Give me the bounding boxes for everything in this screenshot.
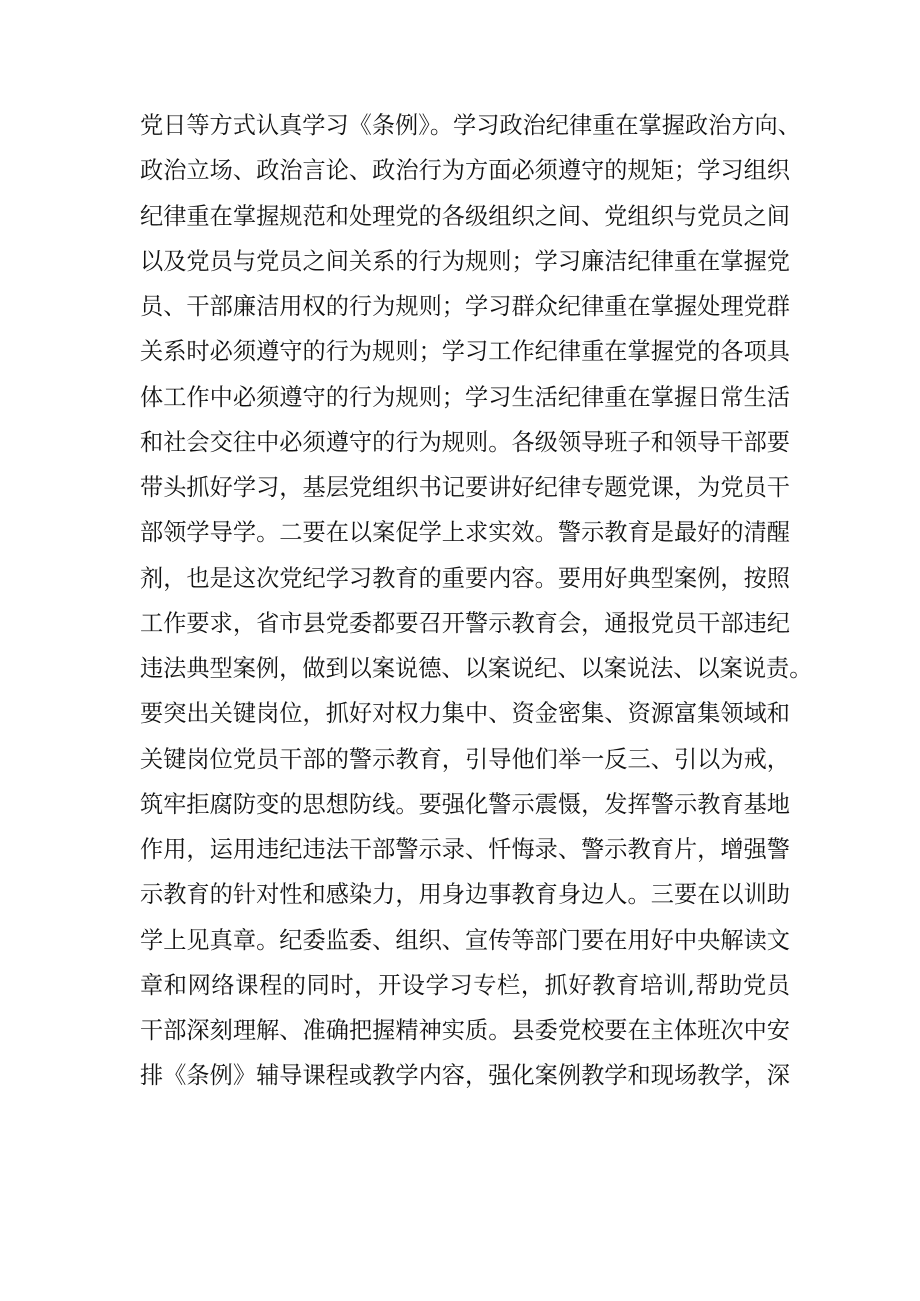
text-line-16: 筑牢拒腐防变的思想防线。要强化警示震慑，发挥警示教育基地 bbox=[140, 790, 790, 818]
text-line-4: 以及党员与党员之间关系的行为规则；学习廉洁纪律重在掌握党 bbox=[140, 247, 790, 275]
text-line-2: 政治立场、政治言论、政治行为方面必须遵守的规矩；学习组织 bbox=[140, 157, 790, 185]
text-line-14: 要突出关键岗位，抓好对权力集中、资金密集、资源富集领域和 bbox=[140, 700, 790, 728]
text-line-3: 纪律重在掌握规范和处理党的各级组织之间、党组织与党员之间 bbox=[140, 202, 790, 230]
text-line-11: 剂，也是这次党纪学习教育的重要内容。要用好典型案例，按照 bbox=[140, 564, 790, 592]
text-line-8: 和社会交往中必须遵守的行为规则。各级领导班子和领导干部要 bbox=[140, 428, 790, 456]
text-line-19: 学上见真章。纪委监委、组织、宣传等部门要在用好中央解读文 bbox=[140, 926, 790, 954]
text-line-7: 体工作中必须遵守的行为规则；学习生活纪律重在掌握日常生活 bbox=[140, 383, 790, 411]
text-line-22: 排《条例》辅导课程或教学内容，强化案例教学和现场教学，深 bbox=[140, 1062, 790, 1090]
text-line-10: 部领学导学。二要在以案促学上求实效。警示教育是最好的清醒 bbox=[140, 519, 790, 547]
text-line-12: 工作要求，省市县党委都要召开警示教育会，通报党员干部违纪 bbox=[140, 609, 790, 637]
text-line-15: 关键岗位党员干部的警示教育，引导他们举一反三、引以为戒， bbox=[140, 745, 790, 773]
text-line-13: 违法典型案例，做到以案说德、以案说纪、以案说法、以案说责。 bbox=[140, 655, 813, 682]
text-line-21: 干部深刻理解、准确把握精神实质。县委党校要在主体班次中安 bbox=[140, 1017, 790, 1044]
text-line-9: 带头抓好学习，基层党组织书记要讲好纪律专题党课，为党员干 bbox=[140, 474, 790, 501]
text-line-20: 章和网络课程的同时，开设学习专栏，抓好教育培训,帮助党员 bbox=[140, 971, 790, 999]
text-line-17: 作用，运用违纪违法干部警示录、忏悔录、警示教育片，增强警 bbox=[140, 836, 790, 863]
text-line-18: 示教育的针对性和感染力，用身边事教育身边人。三要在以训助 bbox=[140, 881, 790, 909]
text-line-6: 关系时必须遵守的行为规则；学习工作纪律重在掌握党的各项具 bbox=[140, 338, 790, 366]
text-line-5: 员、干部廉洁用权的行为规则；学习群众纪律重在掌握处理党群 bbox=[140, 293, 790, 320]
text-line-1: 党日等方式认真学习《条例》。学习政治纪律重在掌握政治方向、 bbox=[140, 112, 801, 139]
body-paragraph bbox=[140, 103, 813, 1099]
